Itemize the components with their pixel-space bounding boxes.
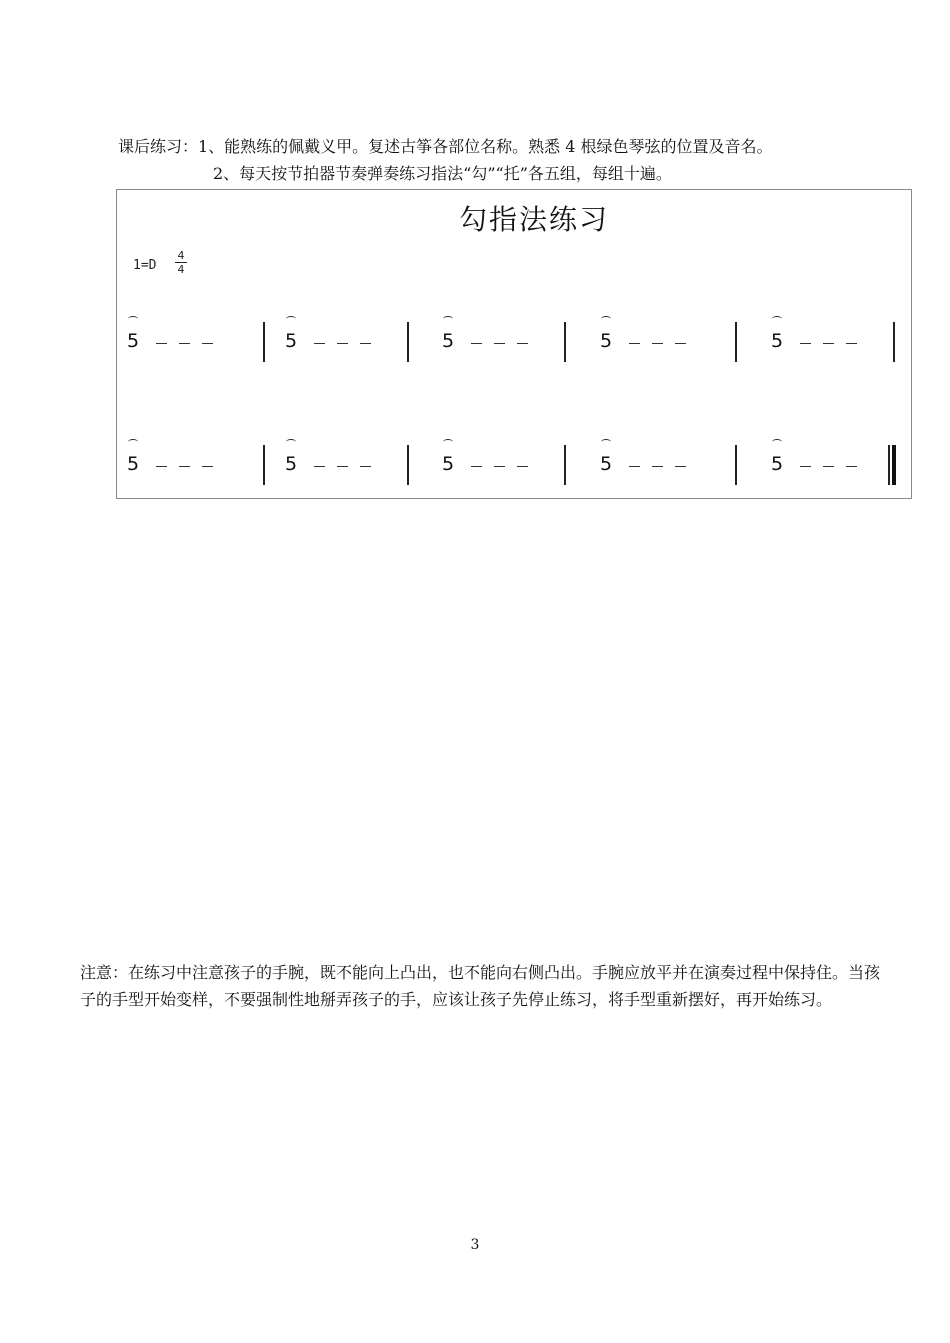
fermata-mark: [772, 439, 782, 445]
homework-line-2: 2、每天按节拍器节奏弹奏练习指法“勾”“托”各五组，每组十遍。: [213, 164, 672, 183]
fermata-mark: [128, 439, 138, 445]
score-title: 勾指法练习: [458, 203, 609, 236]
fermata-mark: [286, 316, 296, 322]
barline: [735, 322, 737, 362]
score-row-1: [117, 312, 913, 372]
sustain-dash: [800, 343, 811, 344]
note: 5: [600, 330, 613, 352]
sustain-dash: [471, 466, 482, 467]
barline: [407, 445, 409, 485]
fermata-mark: [443, 439, 453, 445]
note: 5: [600, 453, 613, 475]
time-signature-bottom: 4: [177, 263, 185, 276]
barline: [735, 445, 737, 485]
score-row-2: [117, 435, 913, 495]
sustain-dash: [517, 466, 528, 467]
sustain-dash: [156, 466, 167, 467]
score-figure: [116, 189, 912, 499]
sustain-dash: [675, 466, 686, 467]
sustain-dash: [360, 466, 371, 467]
note: 5: [771, 453, 784, 475]
sustain-dash: [471, 343, 482, 344]
note: 5: [285, 453, 298, 475]
fermata-mark: [443, 316, 453, 322]
fermata-mark: [601, 316, 611, 322]
sustain-dash: [652, 343, 663, 344]
sustain-dash: [823, 343, 834, 344]
sustain-dash: [360, 343, 371, 344]
note: 5: [442, 330, 455, 352]
time-signature: [175, 250, 187, 275]
sustain-dash: [202, 466, 213, 467]
barline: [263, 322, 265, 362]
final-barline-thin: [888, 445, 890, 485]
sustain-dash: [800, 466, 811, 467]
sustain-dash: [629, 343, 640, 344]
note: 5: [285, 330, 298, 352]
caution-paragraph: 注意：在练习中注意孩子的手腕，既不能向上凸出，也不能向右侧凸出。手腕应放平并在演奏过程中保持住。当孩子的手型开始变样，不要强制性地掰弄孩子的手，应该让孩子先停止练习，将手型重新摆好，再开始练习。: [80, 963, 881, 1009]
fermata-mark: [286, 439, 296, 445]
sustain-dash: [314, 466, 325, 467]
sustain-dash: [314, 343, 325, 344]
sustain-dash: [156, 343, 167, 344]
final-barline-thick: [892, 445, 896, 485]
key-signature: 1=D: [133, 258, 157, 273]
sustain-dash: [179, 466, 190, 467]
homework-line-1: 课后练习：1、能熟练的佩戴义甲。复述古筝各部位名称。熟悉 4 根绿色琴弦的位置及音名。: [118, 137, 773, 156]
sustain-dash: [494, 466, 505, 467]
sustain-dash: [202, 343, 213, 344]
sustain-dash: [823, 466, 834, 467]
barline: [407, 322, 409, 362]
sustain-dash: [517, 343, 528, 344]
barline: [564, 322, 566, 362]
sustain-dash: [179, 343, 190, 344]
sustain-dash: [337, 343, 348, 344]
note: 5: [127, 453, 140, 475]
note: 5: [771, 330, 784, 352]
fermata-mark: [601, 439, 611, 445]
sustain-dash: [846, 466, 857, 467]
barline: [263, 445, 265, 485]
sustain-dash: [337, 466, 348, 467]
sustain-dash: [494, 343, 505, 344]
barline: [893, 322, 895, 362]
note: 5: [127, 330, 140, 352]
page-number: 3: [470, 1237, 480, 1253]
sustain-dash: [846, 343, 857, 344]
time-signature-top: 4: [177, 249, 185, 262]
sustain-dash: [629, 466, 640, 467]
sustain-dash: [652, 466, 663, 467]
sustain-dash: [675, 343, 686, 344]
fermata-mark: [772, 316, 782, 322]
fermata-mark: [128, 316, 138, 322]
note: 5: [442, 453, 455, 475]
barline: [564, 445, 566, 485]
